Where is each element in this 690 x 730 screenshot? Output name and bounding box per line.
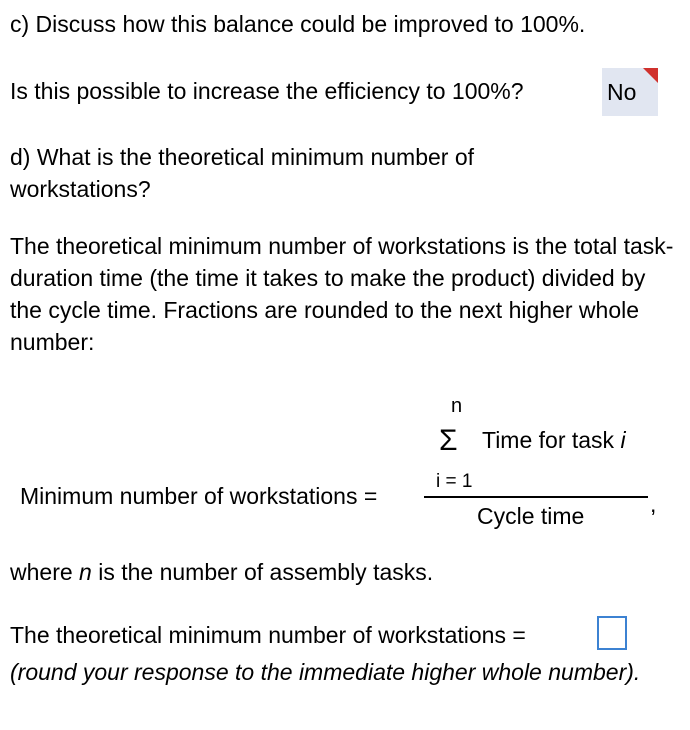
formula-denominator: Cycle time — [477, 503, 585, 529]
numerator-text: Time for task — [482, 427, 621, 453]
answer-prompt: The theoretical minimum number of workstations = — [10, 622, 526, 648]
rounding-instruction: (round your response to the immediate higher whole number). — [10, 659, 641, 685]
sum-lower-limit: i = 1 — [436, 471, 473, 492]
formula-label: Minimum number of workstations = — [20, 483, 378, 509]
part-d-explanation: The theoretical minimum number of workstations is the total task-duration time (the time it takes to make the product) divided by the cycle time. Fractions are rounded to the next higher whole number: — [10, 233, 674, 355]
min-workstations-input[interactable] — [597, 616, 627, 650]
part-d-question: d) What is the theoretical minimum number of workstations? — [10, 144, 475, 202]
part-c-prompt: Is this possible to increase the efficiency to 100%? — [10, 78, 524, 104]
sum-upper-limit: n — [451, 395, 463, 417]
numerator-variable: i — [620, 427, 626, 453]
efficiency-answer-dropdown[interactable] — [602, 68, 658, 116]
where-variable: n — [79, 559, 92, 585]
sigma-symbol: Σ — [439, 424, 458, 457]
incorrect-flag-icon — [643, 68, 658, 83]
part-c-question: c) Discuss how this balance could be improved to 100%. — [10, 11, 586, 37]
fraction-bar — [424, 496, 648, 498]
efficiency-answer-value: No — [607, 79, 637, 105]
where-suffix: is the number of assembly tasks. — [91, 559, 434, 585]
where-prefix: where — [10, 559, 80, 585]
formula-numerator — [482, 424, 626, 456]
where-note — [10, 556, 433, 588]
formula-comma: , — [650, 491, 657, 517]
